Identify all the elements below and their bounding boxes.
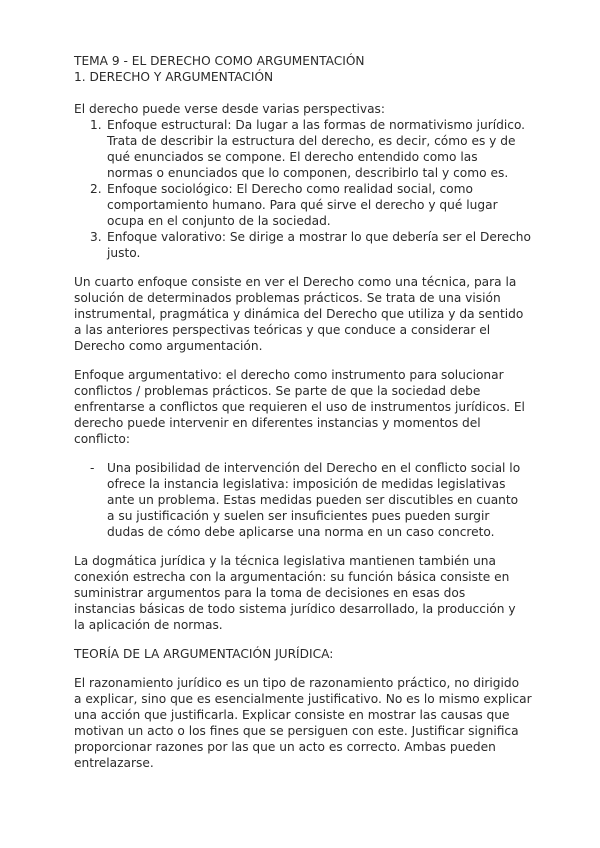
- paragraph-line: derecho puede intervenir en diferentes instancias y momentos del: [74, 416, 481, 430]
- paragraph-line: solución de determinados problemas prácticos. Se trata de una visión: [74, 291, 501, 305]
- dash-line: ante un problema. Estas medidas pueden ser discutibles en cuanto: [107, 493, 519, 507]
- list-line: Enfoque valorativo: Se dirige a mostrar lo que debería ser el Derecho: [107, 230, 531, 244]
- list-line: comportamiento humano. Para qué sirve el derecho y qué lugar: [107, 198, 498, 212]
- paragraph-line: instrumental, pragmática y dinámica del Derecho que utiliza y da sentido: [74, 307, 524, 321]
- paragraph-line: entrelazarse.: [74, 756, 154, 770]
- list-line: Trata de describir la estructura del derecho, es decir, cómo es y de: [107, 134, 516, 148]
- list-number: 3.: [90, 230, 102, 244]
- section-heading: 1. DERECHO Y ARGUMENTACIÓN: [74, 70, 274, 84]
- paragraph-line: Derecho como argumentación.: [74, 339, 263, 353]
- list-line: justo.: [107, 246, 141, 260]
- paragraph-line: La dogmática jurídica y la técnica legislativa mantienen también una: [74, 554, 496, 568]
- paragraph-line: la aplicación de normas.: [74, 618, 223, 632]
- paragraph-line: a explicar, sino que es esencialmente justificativo. No es lo mismo explicar: [74, 692, 532, 706]
- paragraph-line: a las anteriores perspectivas teóricas y que conduce a considerar el: [74, 323, 491, 337]
- list-number: 1.: [90, 118, 102, 132]
- section-heading: TEORÍA DE LA ARGUMENTACIÓN JURÍDICA:: [74, 647, 334, 661]
- list-line: ocupa en el conjunto de la sociedad.: [107, 214, 331, 228]
- dash-marker: -: [90, 461, 95, 475]
- paragraph-line: Un cuarto enfoque consiste en ver el Derecho como una técnica, para la: [74, 275, 517, 289]
- list-line: Enfoque estructural: Da lugar a las formas de normativismo jurídico.: [107, 118, 526, 132]
- dash-line: a su justificación y suelen ser insuficientes pues pueden surgir: [107, 509, 490, 523]
- dash-line: ofrece la instancia legislativa: imposición de medidas legislativas: [107, 477, 506, 491]
- document-title: TEMA 9 - EL DERECHO COMO ARGUMENTACIÓN: [74, 54, 365, 68]
- list-number: 2.: [90, 182, 102, 196]
- dash-line: Una posibilidad de intervención del Derecho en el conflicto social lo: [107, 461, 521, 475]
- paragraph-line: Enfoque argumentativo: el derecho como instrumento para solucionar: [74, 368, 504, 382]
- paragraph-line: proporcionar razones por las que un acto es correcto. Ambas pueden: [74, 740, 496, 754]
- paragraph-line: conflictos / problemas prácticos. Se parte de que la sociedad debe: [74, 384, 481, 398]
- list-line: qué enunciados se compone. El derecho entendido como las: [107, 150, 478, 164]
- paragraph-line: suministrar argumentos para la toma de decisiones en esas dos: [74, 586, 466, 600]
- paragraph-line: una acción que justificarla. Explicar consiste en mostrar las causas que: [74, 708, 510, 722]
- paragraph-line: enfrentarse a conflictos que requieren el uso de instrumentos jurídicos. El: [74, 400, 525, 414]
- paragraph-line: conexión estrecha con la argumentación: su función básica consiste en: [74, 570, 510, 584]
- paragraph-line: motivan un acto o los fines que se persiguen con este. Justificar significa: [74, 724, 519, 738]
- paragraph-line: instancias básicas de todo sistema jurídico desarrollado, la producción y: [74, 602, 516, 616]
- list-line: normas o enunciados que lo componen, describirlo tal y como es.: [107, 166, 509, 180]
- dash-line: dudas de cómo debe aplicarse una norma en un caso concreto.: [107, 525, 495, 539]
- intro-line: El derecho puede verse desde varias perspectivas:: [74, 102, 385, 116]
- paragraph-line: conflicto:: [74, 432, 130, 446]
- paragraph-line: El razonamiento jurídico es un tipo de razonamiento práctico, no dirigido: [74, 676, 520, 690]
- list-line: Enfoque sociológico: El Derecho como realidad social, como: [107, 182, 473, 196]
